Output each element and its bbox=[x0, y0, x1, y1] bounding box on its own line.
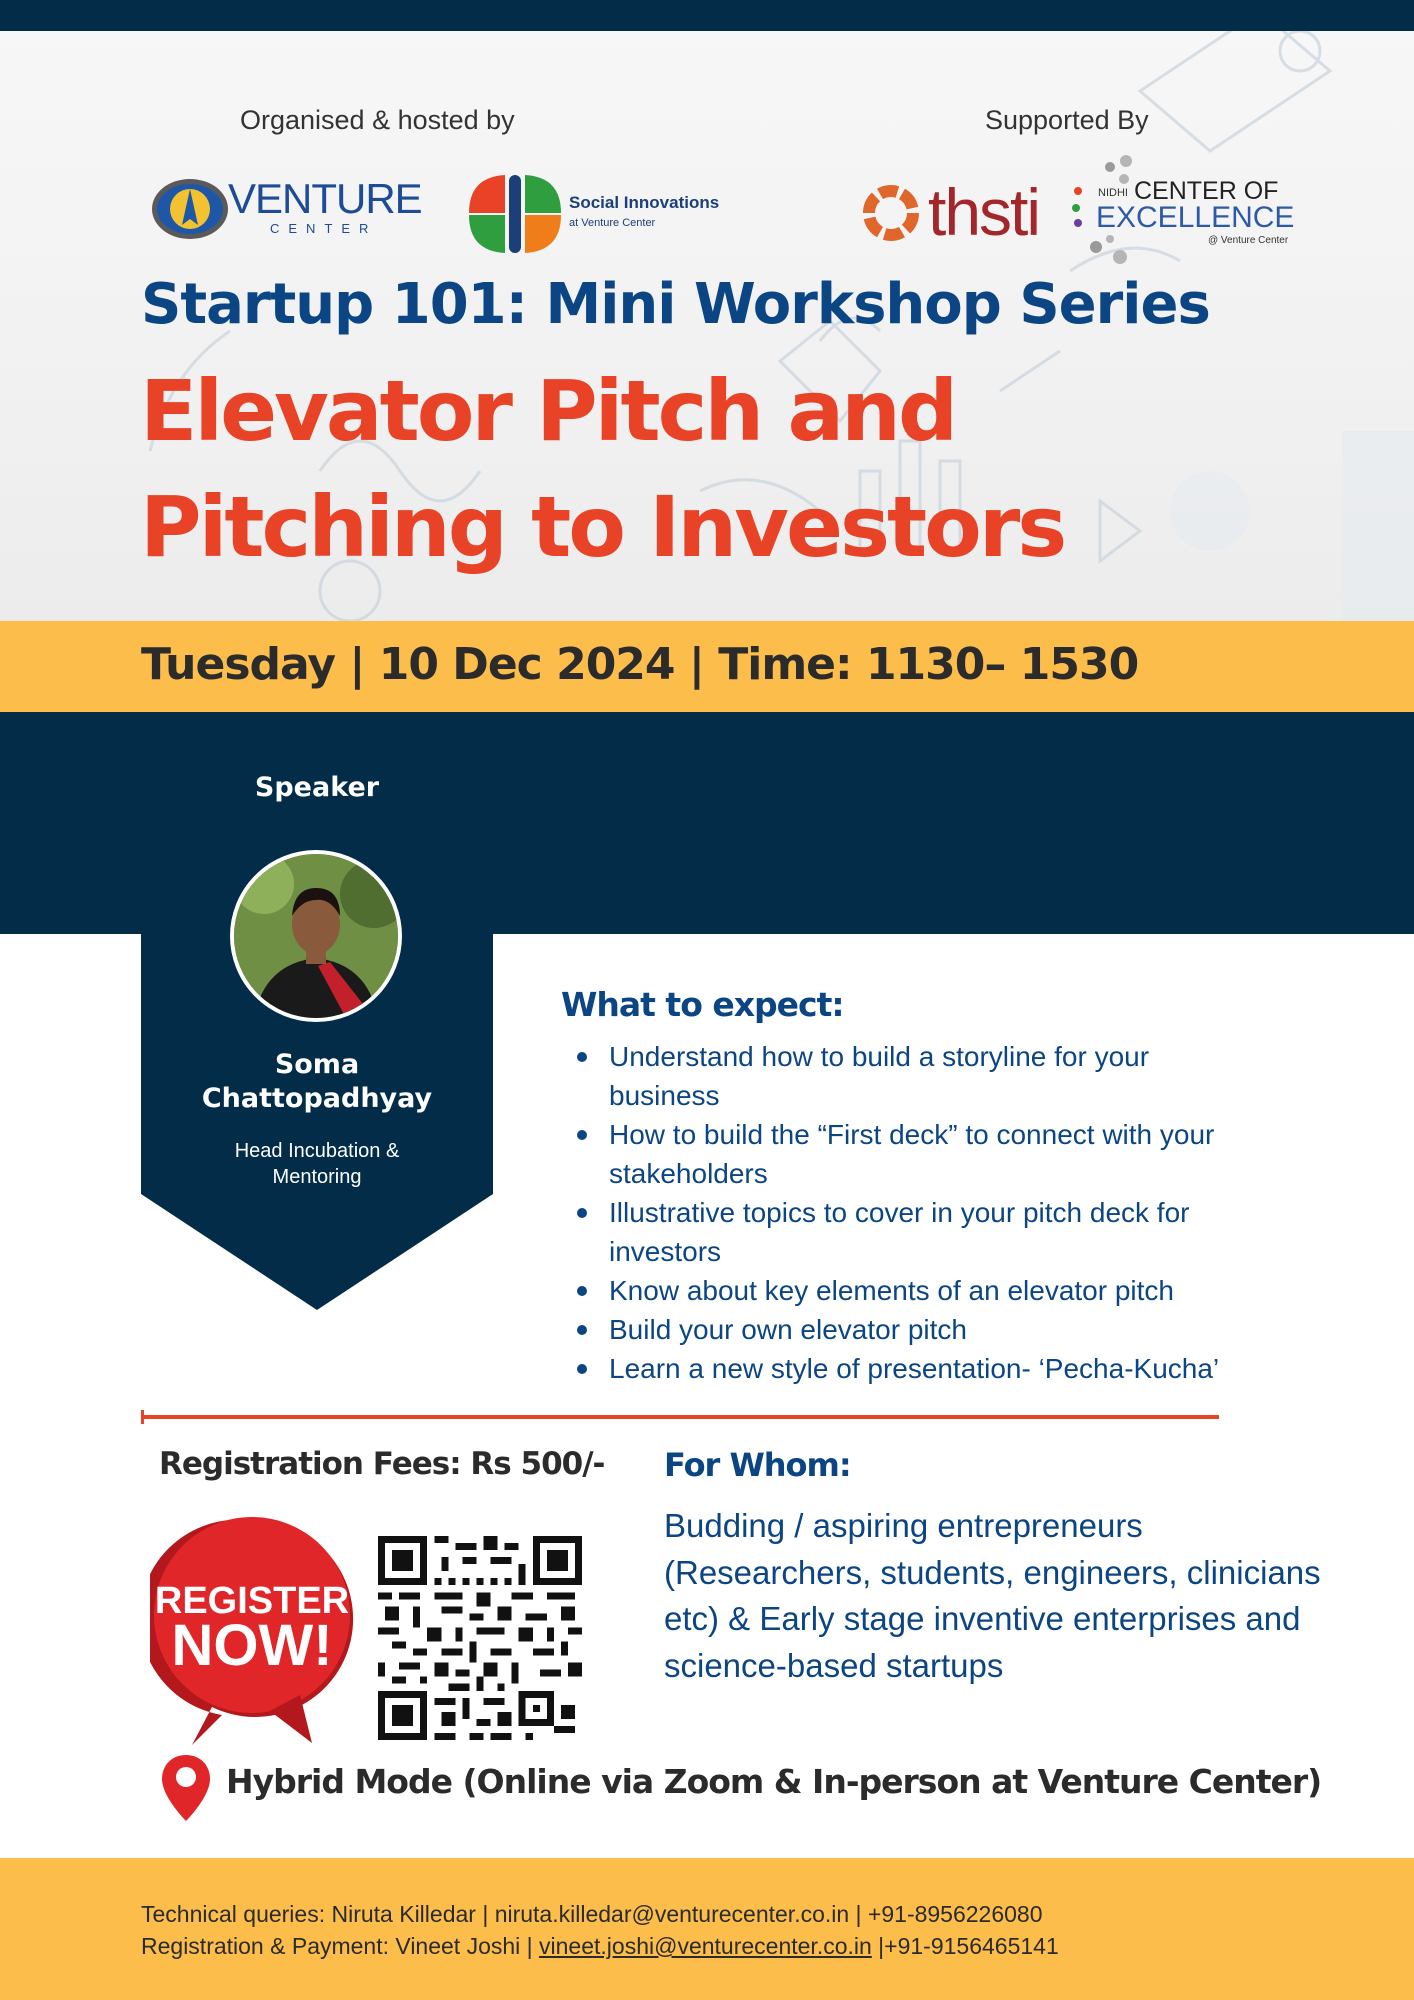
registration-qr-code[interactable] bbox=[378, 1536, 582, 1740]
registration-contact-phone: |+91-9156465141 bbox=[871, 1933, 1059, 1959]
event-title-line1: Elevator Pitch and bbox=[140, 362, 956, 460]
expect-item-continued bbox=[575, 1232, 1355, 1271]
speaker-name bbox=[141, 1048, 493, 1116]
nidhi-coe-logo bbox=[1068, 153, 1295, 268]
social-innovations-logo-line1: Social Innovations bbox=[569, 193, 720, 212]
thsti-emblem-icon bbox=[860, 182, 922, 244]
bullet-icon bbox=[577, 1364, 587, 1374]
hero-section bbox=[0, 31, 1414, 621]
top-bar bbox=[0, 0, 1414, 31]
expect-item bbox=[575, 1115, 1355, 1154]
social-innovations-logo bbox=[465, 169, 720, 254]
what-to-expect-list bbox=[575, 1037, 1355, 1388]
expect-item-text: business bbox=[609, 1080, 720, 1111]
expect-item-text: Understand how to build a storyline for your bbox=[609, 1041, 1150, 1072]
speaker-first-name: Soma bbox=[274, 1049, 360, 1080]
registration-contact-prefix: Registration & Payment: Vineet Joshi | bbox=[141, 1933, 540, 1959]
speaker-label: Speaker bbox=[254, 772, 380, 803]
bullet-icon bbox=[577, 1325, 587, 1335]
venture-center-emblem-icon bbox=[150, 175, 230, 243]
event-datetime: Tuesday | 10 Dec 2024 | Time: 1130– 1530 bbox=[141, 639, 1139, 690]
for-whom-title: For Whom: bbox=[664, 1446, 851, 1484]
register-now-badge[interactable] bbox=[150, 1515, 355, 1747]
coe-line2: EXCELLENCE bbox=[1096, 201, 1295, 234]
thsti-logo bbox=[860, 176, 1055, 248]
registration-payment-contact bbox=[141, 1933, 1059, 1960]
footer-contacts bbox=[0, 1858, 1414, 2000]
expect-item bbox=[575, 1271, 1355, 1310]
organised-by-label: Organised & hosted by bbox=[240, 105, 515, 135]
venture-center-logo bbox=[150, 171, 440, 251]
expect-item bbox=[575, 1349, 1355, 1388]
expect-item bbox=[575, 1193, 1355, 1232]
thsti-logo-name: thsti bbox=[928, 175, 1040, 249]
registration-email-link[interactable]: vineet.joshi@venturecenter.co.in bbox=[539, 1933, 872, 1959]
expect-item-text: stakeholders bbox=[609, 1158, 768, 1189]
register-badge-line2: NOW! bbox=[171, 1613, 333, 1678]
coe-line3: @ Venture Center bbox=[1208, 235, 1289, 246]
social-innovations-logo-line2: at Venture Center bbox=[569, 217, 656, 229]
expect-item bbox=[575, 1037, 1355, 1076]
expect-item-text: How to build the “First deck” to connect with your bbox=[609, 1119, 1215, 1150]
registration-fees: Registration Fees: Rs 500/- bbox=[159, 1446, 605, 1482]
speaker-role-line2: Mentoring bbox=[272, 1166, 362, 1188]
expect-item-text: Build your own elevator pitch bbox=[609, 1314, 967, 1345]
expect-item-continued bbox=[575, 1076, 1355, 1115]
expect-item-text: Learn a new style of presentation- ‘Pecha-Kucha’ bbox=[609, 1353, 1220, 1384]
coe-nidhi-label: NIDHI bbox=[1098, 187, 1128, 199]
bullet-icon bbox=[577, 1286, 587, 1296]
speaker-role bbox=[141, 1138, 493, 1190]
speaker-last-name: Chattopadhyay bbox=[201, 1083, 433, 1114]
register-badge-line1: REGISTER bbox=[154, 1580, 350, 1622]
section-divider bbox=[141, 1415, 1219, 1419]
register-badge-icon bbox=[150, 1515, 355, 1747]
venture-center-logo-sub: CENTER bbox=[270, 221, 378, 236]
what-to-expect-title: What to expect: bbox=[561, 985, 844, 1024]
for-whom-text: Budding / aspiring entrepreneurs (Researchers, students, engineers, clinicians etc) & Early stage inventive enterprises and science-based startups bbox=[664, 1507, 1321, 1684]
location-pin-icon bbox=[160, 1753, 212, 1823]
expect-item bbox=[575, 1310, 1355, 1349]
bullet-icon bbox=[577, 1052, 587, 1062]
expect-item-continued bbox=[575, 1154, 1355, 1193]
social-innovations-emblem-icon bbox=[465, 169, 565, 254]
supported-by-label: Supported By bbox=[985, 105, 1149, 135]
event-mode: Hybrid Mode (Online via Zoom & In-person at Venture Center) bbox=[226, 1762, 1322, 1801]
expect-item-text: Illustrative topics to cover in your pitch deck for bbox=[609, 1197, 1190, 1228]
coe-line1: CENTER OF bbox=[1134, 177, 1279, 205]
bullet-icon bbox=[577, 1130, 587, 1140]
expect-item-text: investors bbox=[609, 1236, 722, 1267]
technical-queries-contact: Technical queries: Niruta Killedar | niruta.killedar@venturecenter.co.in | +91-8956226080 bbox=[141, 1901, 1043, 1927]
bullet-icon bbox=[577, 1208, 587, 1218]
speaker-photo bbox=[230, 850, 402, 1022]
event-title-line2: Pitching to Investors bbox=[140, 478, 1065, 576]
speaker-role-line1: Head Incubation & bbox=[234, 1140, 400, 1162]
speaker-portrait-icon bbox=[234, 854, 398, 1018]
venture-center-logo-name: VENTURE bbox=[228, 175, 422, 222]
date-bar bbox=[0, 621, 1414, 712]
series-title: Startup 101: Mini Workshop Series bbox=[141, 272, 1210, 337]
expect-item-text: Know about key elements of an elevator pitch bbox=[609, 1275, 1175, 1306]
